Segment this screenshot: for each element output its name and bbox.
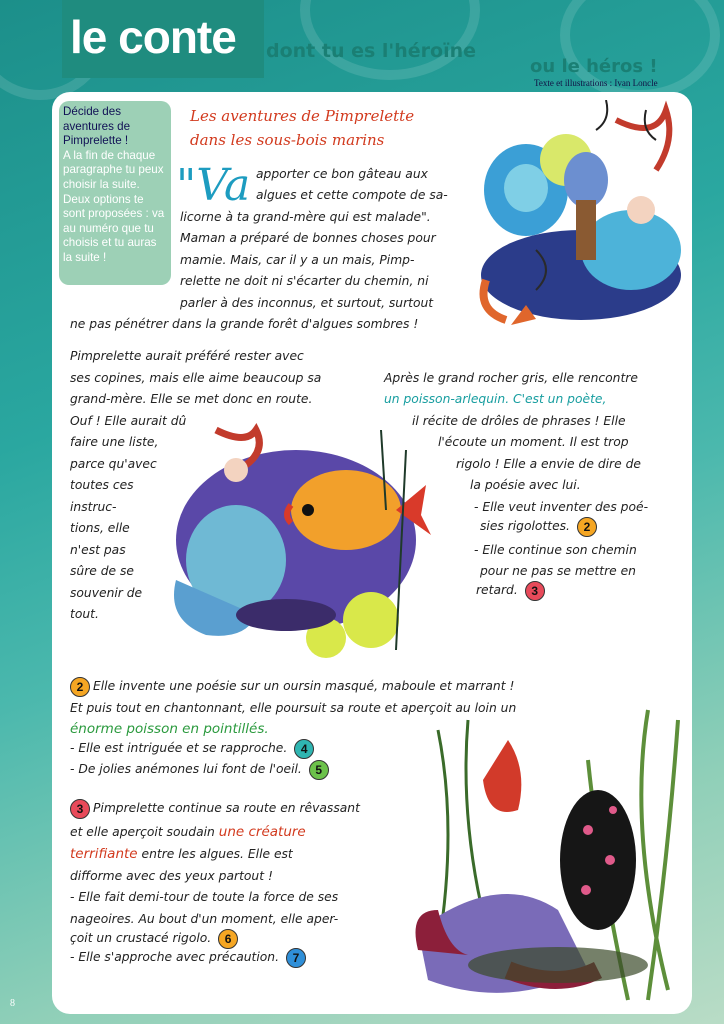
text-line: ses copines, mais elle aime beaucoup sa: [70, 371, 322, 385]
option-line: [476, 580, 545, 601]
option-line: [70, 947, 306, 968]
page-number: 8: [10, 998, 15, 1009]
instructions-heading: Décide des aventures de Pimprelette !: [63, 105, 131, 148]
section-line: difforme avec des yeux partout !: [70, 869, 273, 883]
section-badge-2: 2: [70, 677, 90, 697]
text-line: Après le grand rocher gris, elle rencontre: [384, 371, 638, 385]
option-text: retard.: [476, 583, 518, 597]
subtitle-line2: ou le héros !: [530, 56, 658, 77]
option-text: - Elle est intriguée et se rapproche.: [70, 741, 288, 755]
text-line: instruc-: [70, 500, 117, 514]
intro-line: Maman a préparé de bonnes choses pour: [180, 231, 436, 245]
text-line: n'est pas: [70, 543, 126, 557]
text-line: parce qu'avec: [70, 457, 157, 471]
text-line: rigolo ! Elle a envie de dire de: [456, 457, 641, 471]
subtitle-line1: dont tu es l'héroïne: [266, 40, 477, 62]
intro-line: licorne à ta grand-mère qui est malade".: [180, 210, 431, 224]
credit: Texte et illustrations : Ivan Loncle: [534, 78, 658, 88]
section-line: [70, 844, 293, 865]
choice-badge-5[interactable]: 5: [309, 760, 329, 780]
intro-line: ne pas pénétrer dans la grande forêt d'algues sombres !: [70, 317, 419, 331]
section-text: et elle aperçoit soudain: [70, 825, 215, 839]
text-line: tout.: [70, 607, 99, 621]
choice-badge-2[interactable]: 2: [577, 517, 597, 537]
text-line: l'écoute un moment. Il est trop: [438, 435, 629, 449]
text-line: souvenir de: [70, 586, 143, 600]
text-line: faire une liste,: [70, 435, 159, 449]
section-line: nageoires. Au bout d'un moment, elle aper-: [70, 912, 339, 926]
instructions-body: A la fin de chaque paragraphe tu peux choisir la suite. Deux options te sont proposées : va au numéro que tu choisis et tu auras la suite !: [63, 148, 165, 264]
text-line: tions, elle: [70, 521, 130, 535]
option-text: çoit un crustacé rigolo.: [70, 931, 212, 945]
illustration-creature: [398, 700, 698, 1010]
highlight-text: énorme poisson en pointillés.: [70, 721, 269, 737]
text-line: toutes ces: [70, 478, 134, 492]
highlight-text: un poisson-arlequin. C'est un poète,: [384, 392, 607, 406]
section-line: [70, 822, 306, 843]
option-line: [70, 738, 314, 759]
section-text: Pimprelette continue sa route en rêvassant: [93, 801, 360, 815]
section-line: - Elle fait demi-tour de toute la force de ses: [70, 890, 339, 904]
story-title-line1: Les aventures de Pimprelette: [190, 107, 415, 125]
section-line: Et puis tout en chantonnant, elle poursuit sa route et aperçoit au loin un: [70, 701, 517, 715]
option-text: - Elle s'approche avec précaution.: [70, 950, 279, 964]
choice-badge-7[interactable]: 7: [286, 948, 306, 968]
section-text: Elle invente une poésie sur un oursin masqué, maboule et marrant !: [93, 679, 515, 693]
choice-badge-4[interactable]: 4: [294, 739, 314, 759]
text-line: Pimprelette aurait préféré rester avec: [70, 349, 304, 363]
option-line: [480, 516, 597, 537]
text-line: la poésie avec lui.: [470, 478, 581, 492]
text-line: grand-mère. Elle se met donc en route.: [70, 392, 313, 406]
illustration-mermaids: [466, 100, 692, 340]
story-title: [190, 104, 460, 152]
illustration-harlequin-fish: [156, 410, 436, 660]
section-badge-3: 3: [70, 799, 90, 819]
section-line: [70, 676, 514, 697]
intro-line: parler à des inconnus, et surtout, surtout: [180, 296, 434, 310]
option-line: pour ne pas se mettre en: [480, 564, 636, 578]
choice-badge-6[interactable]: 6: [218, 929, 238, 949]
highlight-text: terrifiante: [70, 846, 138, 862]
intro-line: mamie. Mais, car il y a un mais, Pimp-: [180, 253, 415, 267]
intro-line: relette ne doit ni s'écarter du chemin, ni: [180, 274, 429, 288]
dropcap: "Va: [176, 160, 251, 211]
option-line: - Elle veut inventer des poé-: [474, 500, 649, 514]
highlight-text: une créature: [218, 824, 306, 840]
instructions-box: [59, 101, 171, 285]
option-line: - Elle continue son chemin: [474, 543, 637, 557]
intro-line: algues et cette compote de sa-: [256, 188, 448, 202]
choice-badge-3[interactable]: 3: [525, 581, 545, 601]
text-line: il récite de drôles de phrases ! Elle: [412, 414, 626, 428]
text-line: Ouf ! Elle aurait dû: [70, 414, 187, 428]
option-line: [70, 759, 329, 780]
intro-line: apporter ce bon gâteau aux: [256, 167, 428, 181]
section-text: entre les algues. Elle est: [141, 847, 293, 861]
option-text: - De jolies anémones lui font de l'oeil.: [70, 762, 302, 776]
section-title: le conte: [70, 11, 236, 63]
section-line: [70, 798, 360, 819]
story-title-line2: dans les sous-bois marins: [190, 131, 385, 149]
option-text: sies rigolottes.: [480, 519, 570, 533]
text-line: sûre de se: [70, 564, 134, 578]
